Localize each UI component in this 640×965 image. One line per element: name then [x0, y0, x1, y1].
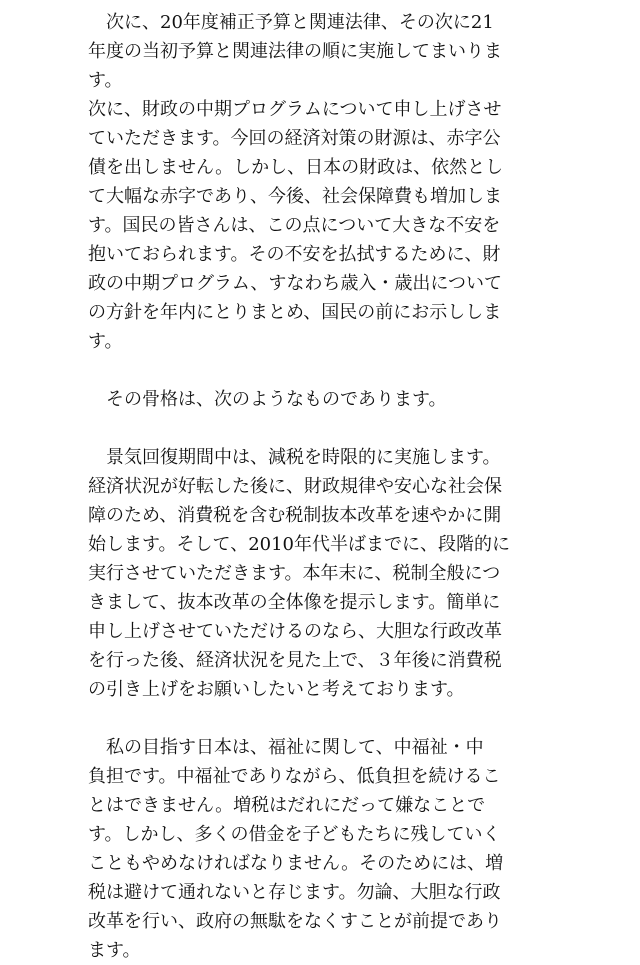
text-line: の方針を年内にとりまとめ、国民の前にお示ししま	[88, 302, 502, 323]
paragraph-3	[88, 385, 528, 414]
text-line: 実行させていただきます。本年末に、税制全般につ	[88, 563, 501, 584]
text-line: こともやめなければなりません。そのためには、増	[88, 853, 504, 874]
text-line: 次に、財政の中期プログラムについて申し上げさせ	[88, 99, 502, 120]
text-line: 抱いておられます。その不安を払拭するために、財	[88, 244, 501, 265]
text-line: 政の中期プログラム、すなわち歳入・歳出について	[88, 273, 502, 294]
text-line: の引き上げをお願いしたいと考えております。	[88, 679, 465, 700]
text-line: 次に、20年度補正予算と関連法律、その次に21	[88, 12, 494, 33]
text-line: す。国民の皆さんは、この点について大きな不安を	[88, 215, 501, 236]
text-line: 私の目指す日本は、福祉に関して、中福祉・中	[88, 737, 484, 758]
paragraph-2	[88, 95, 528, 356]
text-line: 改革を行い、政府の無駄をなくすことが前提であり	[88, 911, 502, 932]
text-line: す。	[88, 70, 123, 91]
document-body	[88, 8, 528, 965]
text-line: 債を出しません。しかし、日本の財政は、依然とし	[88, 157, 504, 178]
text-line: 始します。そして、2010年代半ばまでに、段階的に	[88, 534, 511, 555]
text-line: 税は避けて通れないと存じます。勿論、大胆な行政	[88, 882, 501, 903]
text-line: その骨格は、次のようなものであります。	[88, 389, 447, 410]
text-line: 年度の当初予算と関連法律の順に実施してまいりま	[88, 41, 502, 62]
paragraph-4	[88, 443, 528, 704]
text-line: 負担です。中福祉でありながら、低負担を続けるこ	[88, 766, 501, 787]
text-line: 経済状況が好転した後に、財政規律や安心な社会保	[88, 476, 502, 497]
text-line: 障のため、消費税を含む税制抜本改革を速やかに開	[88, 505, 502, 526]
paragraph-spacer	[88, 704, 528, 733]
text-line: ます。	[88, 940, 141, 961]
text-line: て大幅な赤字であり、今後、社会保障費も増加しま	[88, 186, 502, 207]
text-line: 申し上げさせていただけるのなら、大胆な行政改革	[88, 621, 502, 642]
paragraph-spacer	[88, 356, 528, 385]
text-line: す。しかし、多くの借金を子どもたちに残していく	[88, 824, 501, 845]
paragraph-5	[88, 733, 528, 965]
text-line: 景気回復期間中は、減税を時限的に実施します。	[88, 447, 501, 468]
text-line: とはできません。増税はだれにだって嫌なことで	[88, 795, 486, 816]
paragraph-spacer	[88, 414, 528, 443]
paragraph-1	[88, 8, 528, 95]
text-line: を行った後、経済状況を見た上で、３年後に消費税	[88, 650, 502, 671]
text-line: す。	[88, 331, 123, 352]
text-line: きまして、抜本改革の全体像を提示します。簡単に	[88, 592, 501, 613]
text-line: ていただきます。今回の経済対策の財源は、赤字公	[88, 128, 501, 149]
